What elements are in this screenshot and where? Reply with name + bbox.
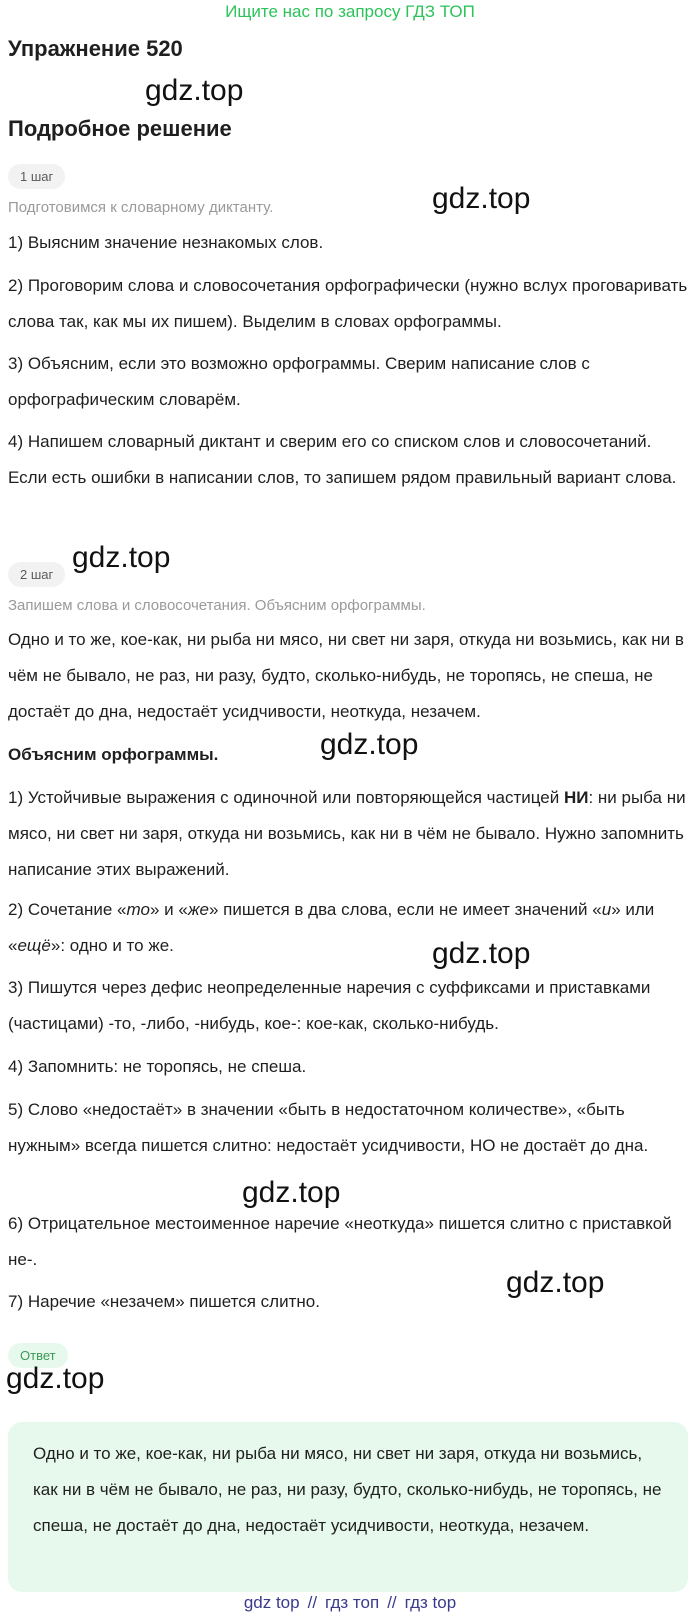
rule-2-i1: то [126,900,150,919]
rule-1-bold: НИ [563,788,589,807]
step-1-item-4: 4) Напишем словарный диктант и сверим его со списком слов и словосочетаний. Если есть ошибки в написании слов, то запишем рядом правильный вариант слова. [8,432,677,487]
section-title: Подробное решение [8,116,232,141]
rule-2-t5: »: одно и то же. [50,936,174,955]
step-1-item-3: 3) Объясним, если это возможно орфограммы. Сверим написание слов с орфографическим словарём. [8,354,590,409]
rule-2-i3: и [601,900,612,919]
step-1-pill: 1 шаг [8,164,65,189]
watermark: gdz.top [72,541,171,574]
rule-2-t1: 2) Сочетание « [8,900,127,919]
step-2-words: Одно и то же, кое-как, ни рыба ни мясо, ни свет ни заря, откуда ни возьмись, как ни в чём не бывало, не раз, ни разу, будто, сколько-нибудь, не торопясь, не спеша, не достаёт до дна, недостаёт усидчивости, неоткуда, незачем. [8,630,684,721]
answer-text: Одно и то же, кое-как, ни рыба ни мясо, ни свет ни заря, откуда ни возьмись, как ни в чём не бывало, не раз, ни разу, будто, сколько-нибудь, не торопясь, не спеша, не достаёт до дна, недостаёт усидчивости, неоткуда, незачем. [33,1444,662,1535]
rule-2 [8,892,688,964]
rule-1 [8,780,688,888]
rule-2-i2: же [187,900,209,919]
step-1-item-2: 2) Проговорим слова и словосочетания орфографически (нужно вслух проговаривать слова так, как мы их пишем). Выделим в словах орфограммы. [8,276,688,331]
rule-1-text-a: 1) Устойчивые выражения с одиночной или повторяющейся частицей [8,788,564,807]
answer-pill: Ответ [8,1343,68,1368]
answer-box [8,1422,688,1592]
rule-2-t4: » или « [8,900,655,955]
watermark: gdz.top [432,182,531,215]
rule-2-i4: ещё [17,936,51,955]
rule-3: 3) Пишутся через дефис неопределенные наречия с суффиксами и приставками (частицами) -то, -либо, -нибудь, кое-: кое-как, сколько-нибудь. [8,978,651,1033]
rule-2-t2: » и « [149,900,188,919]
watermark: gdz.top [506,1266,605,1299]
step-1-caption: Подготовимся к словарному диктанту. [8,199,274,216]
watermark: gdz.top [432,937,531,970]
watermark: gdz.top [6,1362,105,1395]
rule-1-text-b: : ни рыба ни мясо, ни свет ни заря, откуда ни возьмись, как ни в чём не бывало. Нужно запомнить написание этих выражений. [8,788,686,879]
step-2-pill: 2 шаг [8,562,65,587]
rule-7: 7) Наречие «незачем» пишется слитно. [8,1292,320,1311]
footer-separator: // [387,1593,397,1612]
rule-2-t3: » пишется в два слова, если не имеет значений « [208,900,602,919]
watermark: gdz.top [242,1176,341,1209]
rule-6: 6) Отрицательное местоименное наречие «неоткуда» пишется слитно с приставкой не-. [8,1214,672,1269]
footer-link-gdz-top-ru[interactable]: гдз топ [325,1593,380,1612]
rule-4: 4) Запомнить: не торопясь, не спеша. [8,1057,307,1076]
top-banner: Ищите нас по запросу ГДЗ ТОП [225,2,475,21]
orthogram-subhead: Объясним орфограммы. [8,745,219,764]
step-1-item-1: 1) Выясним значение незнакомых слов. [8,233,324,252]
footer-link-gdz-top[interactable]: gdz top [243,1593,300,1612]
watermark: gdz.top [145,74,244,107]
exercise-title: Упражнение 520 [8,36,183,61]
rule-5: 5) Слово «недостаёт» в значении «быть в недостаточном количестве», «быть нужным» всегда пишется слитно: недостаёт усидчивости, НО не достаёт до дна. [8,1100,649,1155]
footer-separator: // [307,1593,318,1612]
footer-links [0,1593,700,1613]
watermark: gdz.top [320,728,419,761]
footer-link-gdz-top-mixed[interactable]: гдз top [404,1593,457,1612]
step-2-caption: Запишем слова и словосочетания. Объясним орфограммы. [8,597,426,614]
